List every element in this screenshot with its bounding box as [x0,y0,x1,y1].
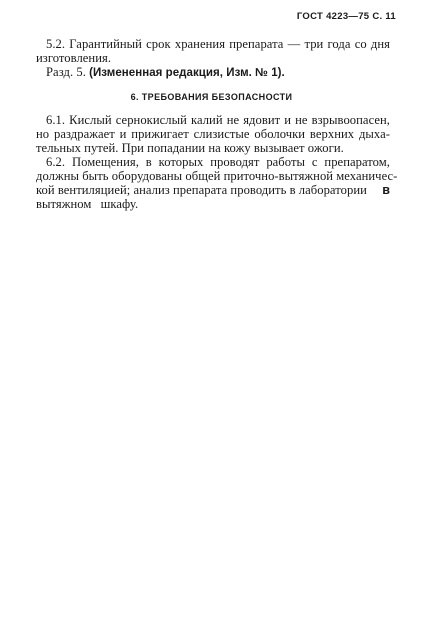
paragraph-6-2-line-4: вытяжном шкафу. [36,197,139,211]
paragraph-5-2-line-1: 5.2. Гарантийный срок хранения препарата — три года со дня [46,37,390,51]
paragraph-6-2-line-3-bold: в [382,183,390,197]
amendment-prefix: Разд. 5. [46,65,86,79]
paragraph-6-1-line-3: тельных путей. При попадании на кожу вызывает ожоги. [36,141,344,155]
paragraph-6-2-line-3-text: кой вентиляцией; анализ препарата проводить в лаборатории [36,183,367,197]
paragraph-5-2-line-2: изготовления. [36,51,112,65]
paragraph-6-2-line-1: 6.2. Помещения, в которых проводят работы с препаратом, [46,155,390,169]
paragraph-6-1-line-2: но раздражает и прижигает слизистые оболочки верхних дыха- [36,127,390,141]
paragraph-6-2-line-2: должны быть оборудованы общей приточно-вытяжной механичес- [36,169,398,183]
paragraph-6-2-line-3 [36,183,390,197]
page-header: ГОСТ 4223—75 С. 11 [296,11,396,22]
amendment-bold: (Измененная редакция, Изм. № 1). [89,67,285,79]
section-6-title: 6. ТРЕБОВАНИЯ БЕЗОПАСНОСТИ [130,92,293,102]
paragraph-6-1-line-1: 6.1. Кислый сернокислый калий не ядовит и не взрывоопасен, [46,113,390,127]
amendment-note [46,65,390,80]
